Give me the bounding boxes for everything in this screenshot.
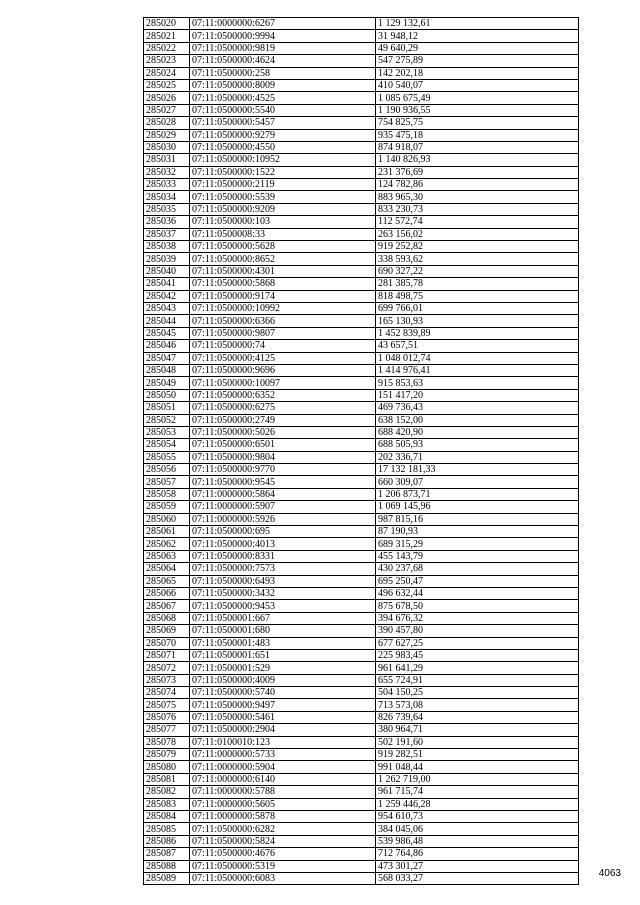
cadastral-value-cell: 1 452 839,89	[376, 327, 579, 339]
table-row	[144, 340, 579, 352]
cadastral-value-cell: 502 191,60	[376, 736, 579, 748]
cadastral-number-cell: 07:11:0500000:6083	[190, 872, 376, 884]
cadastral-value-cell: 833 230,73	[376, 203, 579, 215]
table-row	[144, 216, 579, 228]
cadastral-value-cell: 754 825,75	[376, 117, 579, 129]
cadastral-value-cell: 31 948,12	[376, 30, 579, 42]
cadastral-value-cell: 1 206 873,71	[376, 488, 579, 500]
cadastral-number-cell: 07:11:0500000:5540	[190, 104, 376, 116]
cadastral-number-cell: 07:11:0500000:10097	[190, 377, 376, 389]
table-row	[144, 464, 579, 476]
cadastral-number-cell: 07:11:0500000:4125	[190, 352, 376, 364]
cadastral-number-cell: 07:11:0000000:5864	[190, 488, 376, 500]
cadastral-value-cell: 660 309,07	[376, 476, 579, 488]
row-id-cell: 285048	[144, 364, 190, 376]
row-id-cell: 285023	[144, 55, 190, 67]
row-id-cell: 285043	[144, 302, 190, 314]
table-row	[144, 377, 579, 389]
cadastral-number-cell: 07:11:0500000:5319	[190, 860, 376, 872]
cadastral-number-cell: 07:11:0500000:103	[190, 216, 376, 228]
table-row	[144, 724, 579, 736]
cadastral-value-cell: 875 678,50	[376, 600, 579, 612]
cadastral-value-cell: 338 593,62	[376, 253, 579, 265]
table-row	[144, 699, 579, 711]
cadastral-value-cell: 688 420,90	[376, 426, 579, 438]
row-id-cell: 285068	[144, 612, 190, 624]
cadastral-number-cell: 07:11:0500000:5026	[190, 426, 376, 438]
cadastral-number-cell: 07:11:0000000:5926	[190, 513, 376, 525]
table-row	[144, 612, 579, 624]
cadastral-number-cell: 07:11:0000000:5733	[190, 749, 376, 761]
cadastral-number-cell: 07:11:0500000:1522	[190, 166, 376, 178]
row-id-cell: 285047	[144, 352, 190, 364]
cadastral-number-cell: 07:11:0000000:5605	[190, 798, 376, 810]
table-row	[144, 241, 579, 253]
cadastral-number-cell: 07:11:0500000:6275	[190, 402, 376, 414]
cadastral-value-cell: 688 505,93	[376, 439, 579, 451]
row-id-cell: 285041	[144, 278, 190, 290]
cadastral-number-cell: 07:11:0500000:9770	[190, 464, 376, 476]
row-id-cell: 285030	[144, 141, 190, 153]
row-id-cell: 285024	[144, 67, 190, 79]
table-row	[144, 117, 579, 129]
table-row	[144, 67, 579, 79]
row-id-cell: 285084	[144, 811, 190, 823]
row-id-cell: 285045	[144, 327, 190, 339]
table-row	[144, 823, 579, 835]
cadastral-number-cell: 07:11:0500000:5628	[190, 241, 376, 253]
table-row	[144, 141, 579, 153]
cadastral-number-cell: 07:11:0500000:6501	[190, 439, 376, 451]
cadastral-number-cell: 07:11:0500000:695	[190, 526, 376, 538]
cadastral-value-cell: 49 640,29	[376, 42, 579, 54]
table-row	[144, 749, 579, 761]
table-row	[144, 42, 579, 54]
table-row	[144, 290, 579, 302]
row-id-cell: 285076	[144, 711, 190, 723]
table-row	[144, 451, 579, 463]
row-id-cell: 285044	[144, 315, 190, 327]
table-row	[144, 798, 579, 810]
row-id-cell: 285051	[144, 402, 190, 414]
cadastral-number-cell: 07:11:0500000:4550	[190, 141, 376, 153]
row-id-cell: 285053	[144, 426, 190, 438]
cadastral-number-cell: 07:11:0500008:33	[190, 228, 376, 240]
cadastral-number-cell: 07:11:0500000:10952	[190, 154, 376, 166]
table-row	[144, 600, 579, 612]
cadastral-value-cell: 961 715,74	[376, 786, 579, 798]
cadastral-value-cell: 883 965,30	[376, 191, 579, 203]
table-row	[144, 166, 579, 178]
table-row	[144, 302, 579, 314]
row-id-cell: 285073	[144, 674, 190, 686]
cadastral-value-cell: 202 336,71	[376, 451, 579, 463]
row-id-cell: 285065	[144, 575, 190, 587]
cadastral-number-cell: 07:11:0500000:258	[190, 67, 376, 79]
cadastral-value-cell: 43 657,51	[376, 340, 579, 352]
cadastral-value-cell: 496 632,44	[376, 587, 579, 599]
cadastral-number-cell: 07:11:0500000:6493	[190, 575, 376, 587]
cadastral-value-cell: 539 986,48	[376, 835, 579, 847]
table-row	[144, 439, 579, 451]
cadastral-value-cell: 504 150,25	[376, 687, 579, 699]
cadastral-number-cell: 07:11:0500000:9819	[190, 42, 376, 54]
cadastral-value-cell: 263 156,02	[376, 228, 579, 240]
table-row	[144, 501, 579, 513]
cadastral-value-cell: 390 457,80	[376, 625, 579, 637]
cadastral-number-cell: 07:11:0500000:10992	[190, 302, 376, 314]
cadastral-value-cell: 87 190,93	[376, 526, 579, 538]
row-id-cell: 285054	[144, 439, 190, 451]
cadastral-value-cell: 410 540,07	[376, 79, 579, 91]
cadastral-number-cell: 07:11:0500000:4013	[190, 538, 376, 550]
cadastral-value-cell: 991 048,44	[376, 761, 579, 773]
cadastral-value-cell: 469 736,43	[376, 402, 579, 414]
row-id-cell: 285077	[144, 724, 190, 736]
row-id-cell: 285026	[144, 92, 190, 104]
cadastral-number-cell: 07:11:0500000:9545	[190, 476, 376, 488]
table-row	[144, 625, 579, 637]
table-row	[144, 414, 579, 426]
table-row	[144, 402, 579, 414]
cadastral-value-cell: 430 237,68	[376, 563, 579, 575]
cadastral-value-cell: 281 385,78	[376, 278, 579, 290]
row-id-cell: 285061	[144, 526, 190, 538]
cadastral-number-cell: 07:11:0500000:3432	[190, 587, 376, 599]
cadastral-value-cell: 231 376,69	[376, 166, 579, 178]
row-id-cell: 285052	[144, 414, 190, 426]
table-row	[144, 352, 579, 364]
table-row	[144, 848, 579, 860]
row-id-cell: 285057	[144, 476, 190, 488]
cadastral-value-cell: 695 250,47	[376, 575, 579, 587]
row-id-cell: 285059	[144, 501, 190, 513]
cadastral-number-cell: 07:11:0500000:5868	[190, 278, 376, 290]
table-row	[144, 488, 579, 500]
row-id-cell: 285038	[144, 241, 190, 253]
cadastral-number-cell: 07:11:0500000:5740	[190, 687, 376, 699]
cadastral-value-cell: 677 627,25	[376, 637, 579, 649]
cadastral-value-cell: 1 259 446,28	[376, 798, 579, 810]
cadastral-value-cell: 874 918,07	[376, 141, 579, 153]
row-id-cell: 285025	[144, 79, 190, 91]
table-row	[144, 79, 579, 91]
row-id-cell: 285021	[144, 30, 190, 42]
row-id-cell: 285088	[144, 860, 190, 872]
cadastral-value-cell: 915 853,63	[376, 377, 579, 389]
row-id-cell: 285085	[144, 823, 190, 835]
table-row	[144, 637, 579, 649]
table-row	[144, 736, 579, 748]
cadastral-value-cell: 394 676,32	[376, 612, 579, 624]
table-row	[144, 315, 579, 327]
table-row	[144, 587, 579, 599]
cadastral-number-cell: 07:11:0500000:9279	[190, 129, 376, 141]
table-row	[144, 773, 579, 785]
row-id-cell: 285040	[144, 265, 190, 277]
cadastral-number-cell: 07:11:0500001:667	[190, 612, 376, 624]
cadastral-number-cell: 07:11:0500000:8652	[190, 253, 376, 265]
cadastral-number-cell: 07:11:0500000:4676	[190, 848, 376, 860]
cadastral-value-cell: 961 641,29	[376, 662, 579, 674]
cadastral-number-cell: 07:11:0000000:6140	[190, 773, 376, 785]
cadastral-value-cell: 112 572,74	[376, 216, 579, 228]
cadastral-value-cell: 455 143,79	[376, 550, 579, 562]
table-body	[144, 18, 579, 885]
cadastral-value-cell: 17 132 181,33	[376, 464, 579, 476]
cadastral-number-cell: 07:11:0500001:651	[190, 649, 376, 661]
row-id-cell: 285060	[144, 513, 190, 525]
cadastral-value-cell: 547 275,89	[376, 55, 579, 67]
cadastral-number-cell: 07:11:0500000:4525	[190, 92, 376, 104]
row-id-cell: 285046	[144, 340, 190, 352]
cadastral-number-cell: 07:11:0500000:4301	[190, 265, 376, 277]
row-id-cell: 285063	[144, 550, 190, 562]
row-id-cell: 285050	[144, 389, 190, 401]
table-row	[144, 92, 579, 104]
row-id-cell: 285064	[144, 563, 190, 575]
table-row	[144, 513, 579, 525]
cadastral-number-cell: 07:11:0500000:5824	[190, 835, 376, 847]
cadastral-value-cell: 935 475,18	[376, 129, 579, 141]
cadastral-number-cell: 07:11:0000000:6267	[190, 18, 376, 30]
cadastral-number-cell: 07:11:0500000:9209	[190, 203, 376, 215]
table-row	[144, 426, 579, 438]
cadastral-number-cell: 07:11:0500000:4624	[190, 55, 376, 67]
table-row	[144, 55, 579, 67]
row-id-cell: 285081	[144, 773, 190, 785]
table-row	[144, 179, 579, 191]
table-row	[144, 662, 579, 674]
row-id-cell: 285028	[144, 117, 190, 129]
cadastral-value-cell: 568 033,27	[376, 872, 579, 884]
cadastral-number-cell: 07:11:0500000:9453	[190, 600, 376, 612]
cadastral-value-table	[143, 17, 579, 885]
row-id-cell: 285075	[144, 699, 190, 711]
row-id-cell: 285066	[144, 587, 190, 599]
row-id-cell: 285027	[144, 104, 190, 116]
table-row	[144, 711, 579, 723]
cadastral-number-cell: 07:11:0100010:123	[190, 736, 376, 748]
cadastral-number-cell: 07:11:0500000:5457	[190, 117, 376, 129]
cadastral-number-cell: 07:11:0500001:680	[190, 625, 376, 637]
cadastral-value-cell: 380 964,71	[376, 724, 579, 736]
cadastral-value-cell: 1 190 936,55	[376, 104, 579, 116]
cadastral-number-cell: 07:11:0500000:9696	[190, 364, 376, 376]
table-row	[144, 649, 579, 661]
cadastral-value-cell: 142 202,18	[376, 67, 579, 79]
cadastral-value-cell: 1 140 826,93	[376, 154, 579, 166]
row-id-cell: 285035	[144, 203, 190, 215]
table-row	[144, 18, 579, 30]
cadastral-value-cell: 826 739,64	[376, 711, 579, 723]
row-id-cell: 285039	[144, 253, 190, 265]
row-id-cell: 285031	[144, 154, 190, 166]
cadastral-value-cell: 1 048 012,74	[376, 352, 579, 364]
row-id-cell: 285037	[144, 228, 190, 240]
table-row	[144, 154, 579, 166]
cadastral-number-cell: 07:11:0500000:9804	[190, 451, 376, 463]
cadastral-value-cell: 690 327,22	[376, 265, 579, 277]
cadastral-value-cell: 699 766,01	[376, 302, 579, 314]
table-row	[144, 674, 579, 686]
row-id-cell: 285055	[144, 451, 190, 463]
cadastral-value-cell: 655 724,91	[376, 674, 579, 686]
table-row	[144, 687, 579, 699]
table-row	[144, 265, 579, 277]
table-row	[144, 811, 579, 823]
page-number: 4063	[598, 868, 621, 879]
table-row	[144, 389, 579, 401]
cadastral-value-cell: 1 262 719,00	[376, 773, 579, 785]
row-id-cell: 285022	[144, 42, 190, 54]
cadastral-number-cell: 07:11:0500001:483	[190, 637, 376, 649]
row-id-cell: 285080	[144, 761, 190, 773]
row-id-cell: 285058	[144, 488, 190, 500]
cadastral-number-cell: 07:11:0500000:9994	[190, 30, 376, 42]
row-id-cell: 285033	[144, 179, 190, 191]
table-row	[144, 129, 579, 141]
cadastral-number-cell: 07:11:0500000:6366	[190, 315, 376, 327]
row-id-cell: 285089	[144, 872, 190, 884]
table-row	[144, 761, 579, 773]
cadastral-value-cell: 225 983,45	[376, 649, 579, 661]
cadastral-value-cell: 124 782,86	[376, 179, 579, 191]
cadastral-value-cell: 1 085 675,49	[376, 92, 579, 104]
cadastral-value-cell: 919 282,51	[376, 749, 579, 761]
table-row	[144, 786, 579, 798]
cadastral-number-cell: 07:11:0000000:5788	[190, 786, 376, 798]
cadastral-number-cell: 07:11:0500000:8331	[190, 550, 376, 562]
cadastral-number-cell: 07:11:0500000:4009	[190, 674, 376, 686]
row-id-cell: 285079	[144, 749, 190, 761]
cadastral-value-cell: 818 498,75	[376, 290, 579, 302]
cadastral-value-cell: 954 610,73	[376, 811, 579, 823]
cadastral-number-cell: 07:11:0500000:2119	[190, 179, 376, 191]
row-id-cell: 285032	[144, 166, 190, 178]
table-row	[144, 191, 579, 203]
cadastral-number-cell: 07:11:0000000:5907	[190, 501, 376, 513]
cadastral-number-cell: 07:11:0500000:9174	[190, 290, 376, 302]
cadastral-value-cell: 151 417,20	[376, 389, 579, 401]
row-id-cell: 285071	[144, 649, 190, 661]
cadastral-number-cell: 07:11:0500000:2749	[190, 414, 376, 426]
table-row	[144, 526, 579, 538]
cadastral-number-cell: 07:11:0500000:6352	[190, 389, 376, 401]
table-row	[144, 327, 579, 339]
table-row	[144, 278, 579, 290]
table-row	[144, 835, 579, 847]
row-id-cell: 285087	[144, 848, 190, 860]
row-id-cell: 285072	[144, 662, 190, 674]
cadastral-value-cell: 165 130,93	[376, 315, 579, 327]
table-row	[144, 30, 579, 42]
cadastral-number-cell: 07:11:0500000:8009	[190, 79, 376, 91]
table-row	[144, 253, 579, 265]
cadastral-number-cell: 07:11:0500000:9807	[190, 327, 376, 339]
cadastral-value-cell: 473 301,27	[376, 860, 579, 872]
cadastral-number-cell: 07:11:0500000:5461	[190, 711, 376, 723]
cadastral-number-cell: 07:11:0500000:5539	[190, 191, 376, 203]
cadastral-number-cell: 07:11:0500001:529	[190, 662, 376, 674]
row-id-cell: 285070	[144, 637, 190, 649]
table-row	[144, 575, 579, 587]
cadastral-number-cell: 07:11:0500000:2904	[190, 724, 376, 736]
cadastral-number-cell: 07:11:0000000:5904	[190, 761, 376, 773]
cadastral-value-cell: 689 315,29	[376, 538, 579, 550]
row-id-cell: 285078	[144, 736, 190, 748]
table-row	[144, 104, 579, 116]
table-row	[144, 538, 579, 550]
cadastral-value-cell: 638 152,00	[376, 414, 579, 426]
row-id-cell: 285056	[144, 464, 190, 476]
row-id-cell: 285042	[144, 290, 190, 302]
table-row	[144, 228, 579, 240]
cadastral-number-cell: 07:11:0500000:6282	[190, 823, 376, 835]
cadastral-number-cell: 07:11:0000000:5878	[190, 811, 376, 823]
row-id-cell: 285049	[144, 377, 190, 389]
table-row	[144, 563, 579, 575]
cadastral-value-cell: 712 764,86	[376, 848, 579, 860]
row-id-cell: 285062	[144, 538, 190, 550]
table-row	[144, 550, 579, 562]
row-id-cell: 285067	[144, 600, 190, 612]
cadastral-number-cell: 07:11:0500000:74	[190, 340, 376, 352]
cadastral-number-cell: 07:11:0500000:7573	[190, 563, 376, 575]
row-id-cell: 285074	[144, 687, 190, 699]
cadastral-value-cell: 987 815,16	[376, 513, 579, 525]
table-row	[144, 872, 579, 884]
table-row	[144, 364, 579, 376]
cadastral-value-cell: 713 573,08	[376, 699, 579, 711]
row-id-cell: 285020	[144, 18, 190, 30]
table-row	[144, 860, 579, 872]
row-id-cell: 285036	[144, 216, 190, 228]
cadastral-value-cell: 919 252,82	[376, 241, 579, 253]
table-row	[144, 476, 579, 488]
cadastral-value-cell: 1 129 132,61	[376, 18, 579, 30]
row-id-cell: 285083	[144, 798, 190, 810]
row-id-cell: 285069	[144, 625, 190, 637]
cadastral-value-cell: 384 045,06	[376, 823, 579, 835]
row-id-cell: 285082	[144, 786, 190, 798]
cadastral-number-cell: 07:11:0500000:9497	[190, 699, 376, 711]
table-row	[144, 203, 579, 215]
row-id-cell: 285034	[144, 191, 190, 203]
row-id-cell: 285086	[144, 835, 190, 847]
cadastral-value-cell: 1 069 145,96	[376, 501, 579, 513]
cadastral-value-cell: 1 414 976,41	[376, 364, 579, 376]
row-id-cell: 285029	[144, 129, 190, 141]
